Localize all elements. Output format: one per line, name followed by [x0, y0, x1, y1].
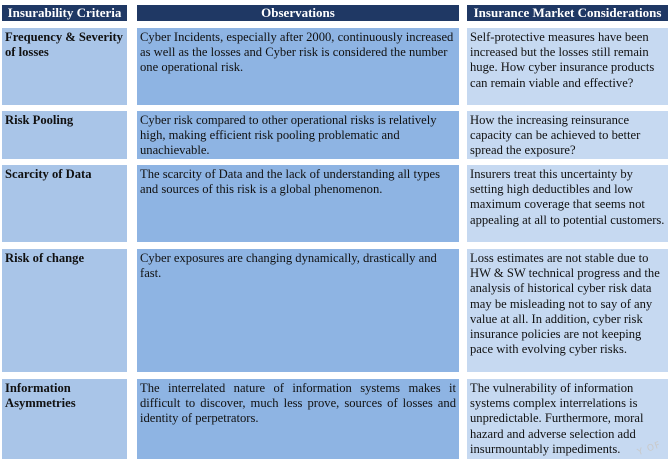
row-1-observation: Cyber Incidents, especially after 2000, continuously increased as well as the losses and Cyber risk is considered the number one operational risk.	[137, 28, 459, 105]
row-4-market: Loss estimates are not stable due to HW & SW technical progress and the analysis of historical cyber risk data may be misleading not to say of any value at all. In addition, cyber risk insurance policies are not keeping pace with evolving cyber risks.	[467, 249, 668, 372]
row-5-market: The vulnerability of information systems complex interrelations is unpredictable. Furthermore, moral hazard and adverse selection add insurmountably impediments.	[467, 379, 668, 459]
row-1-criteria: Frequency & Severity of losses	[2, 28, 127, 105]
row-4-criteria: Risk of change	[2, 249, 127, 372]
row-3-market: Insurers treat this uncertainty by setting high deductibles and low maximum coverage that seems not appealing at all to potential customers.	[467, 165, 668, 242]
row-2-criteria: Risk Pooling	[2, 111, 127, 159]
row-5-observation: The interrelated nature of information systems makes it difficult to discover, much less prove, sources of losses and identity of perpetrators.	[137, 379, 459, 459]
header-observations: Observations	[137, 5, 459, 21]
row-1-market: Self-protective measures have been increased but the losses still remain huge. How cyber insurance products can remain viable and effective?	[467, 28, 668, 105]
watermark-seal: Y OF	[636, 440, 663, 459]
row-3-observation: The scarcity of Data and the lack of understanding all types and sources of this risk is a global phenomenon.	[137, 165, 459, 242]
row-3-criteria: Scarcity of Data	[2, 165, 127, 242]
header-market-considerations: Insurance Market Considerations	[467, 5, 668, 21]
header-insurability-criteria: Insurability Criteria	[2, 5, 127, 21]
row-5-criteria: Information Asymmetries	[2, 379, 127, 459]
row-2-market: How the increasing reinsurance capacity can be achieved to better spread the exposure?	[467, 111, 668, 159]
row-4-observation: Cyber exposures are changing dynamically, drastically and fast.	[137, 249, 459, 372]
row-2-observation: Cyber risk compared to other operational risks is relatively high, making efficient risk pooling problematic and unachievable.	[137, 111, 459, 159]
